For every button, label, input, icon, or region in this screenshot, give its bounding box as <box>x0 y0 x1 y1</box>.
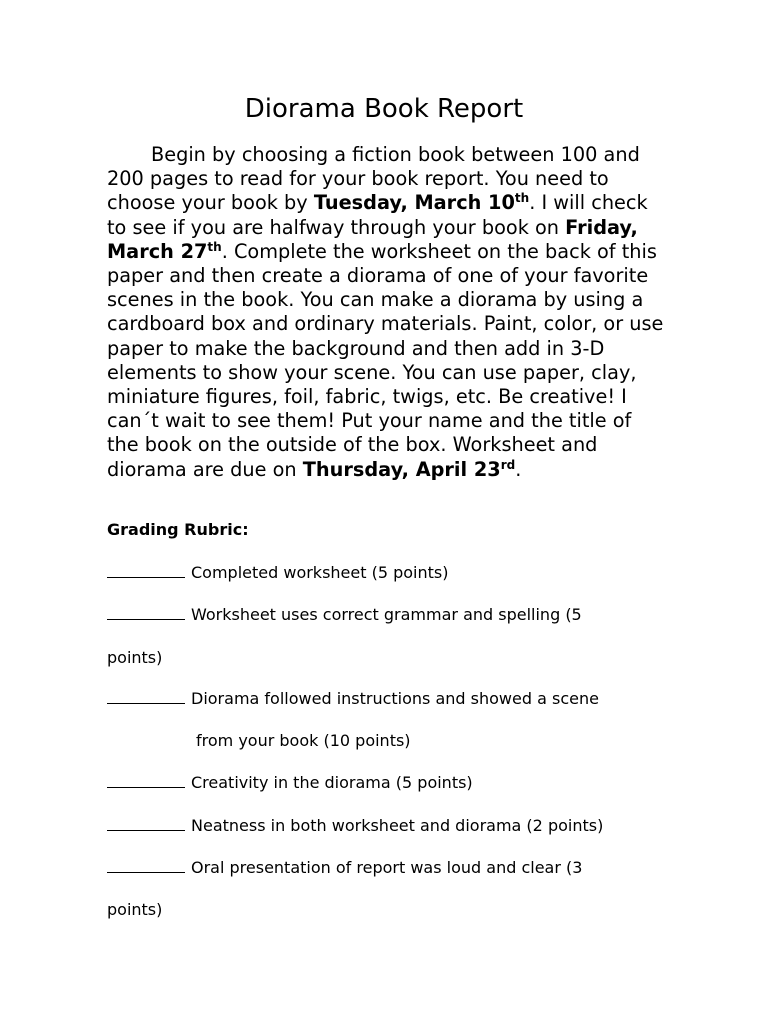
score-blank <box>107 773 185 788</box>
rubric-item-continuation: points) <box>107 648 163 667</box>
due-date-halfway-check: Friday, March 27th <box>107 215 638 263</box>
paragraph-text-2: . I will check to see if you are halfway through your book on <box>107 191 648 239</box>
due-date-book-choice: Tuesday, March 10th <box>313 191 530 215</box>
rubric-item: Creativity in the diorama (5 points) <box>107 773 473 793</box>
instructions-paragraph <box>107 143 667 482</box>
paragraph-text-1: Begin by choosing a fiction book between 100 and 200 pages to read for your book report. You need to choose your book by <box>107 143 640 215</box>
score-blank <box>107 689 185 704</box>
score-blank <box>107 563 185 578</box>
rubric-item-continuation: from your book (10 points) <box>196 731 411 750</box>
rubric-item: Neatness in both worksheet and diorama (2 points) <box>107 816 603 836</box>
page-title: Diorama Book Report <box>244 94 524 124</box>
rubric-item: Oral presentation of report was loud and clear (3 <box>107 858 582 878</box>
rubric-item-continuation: points) <box>107 900 163 919</box>
score-blank <box>107 605 185 620</box>
rubric-item: Diorama followed instructions and showed a scene <box>107 689 599 709</box>
rubric-heading: Grading Rubric: <box>107 520 249 539</box>
rubric-item: Completed worksheet (5 points) <box>107 563 448 583</box>
paragraph-text-4: . <box>515 457 522 481</box>
score-blank <box>107 816 185 831</box>
rubric-item: Worksheet uses correct grammar and spelling (5 <box>107 605 582 625</box>
paragraph-text-3: . Complete the worksheet on the back of this paper and then create a diorama of one of your favorite scenes in the book. You can make a diorama by using a cardboard box and ordinary materials. Paint, color, or use paper to make the background and then add in 3-D elements to show your scene. You can use paper, clay, miniature figures, foil, fabric, twigs, etc. Be creative! I can´t wait to see them! Put your name and the title of the book on the outside of the box. Worksheet and diorama are due on <box>107 239 664 481</box>
due-date-final: Thursday, April 23rd <box>302 457 516 481</box>
score-blank <box>107 858 185 873</box>
